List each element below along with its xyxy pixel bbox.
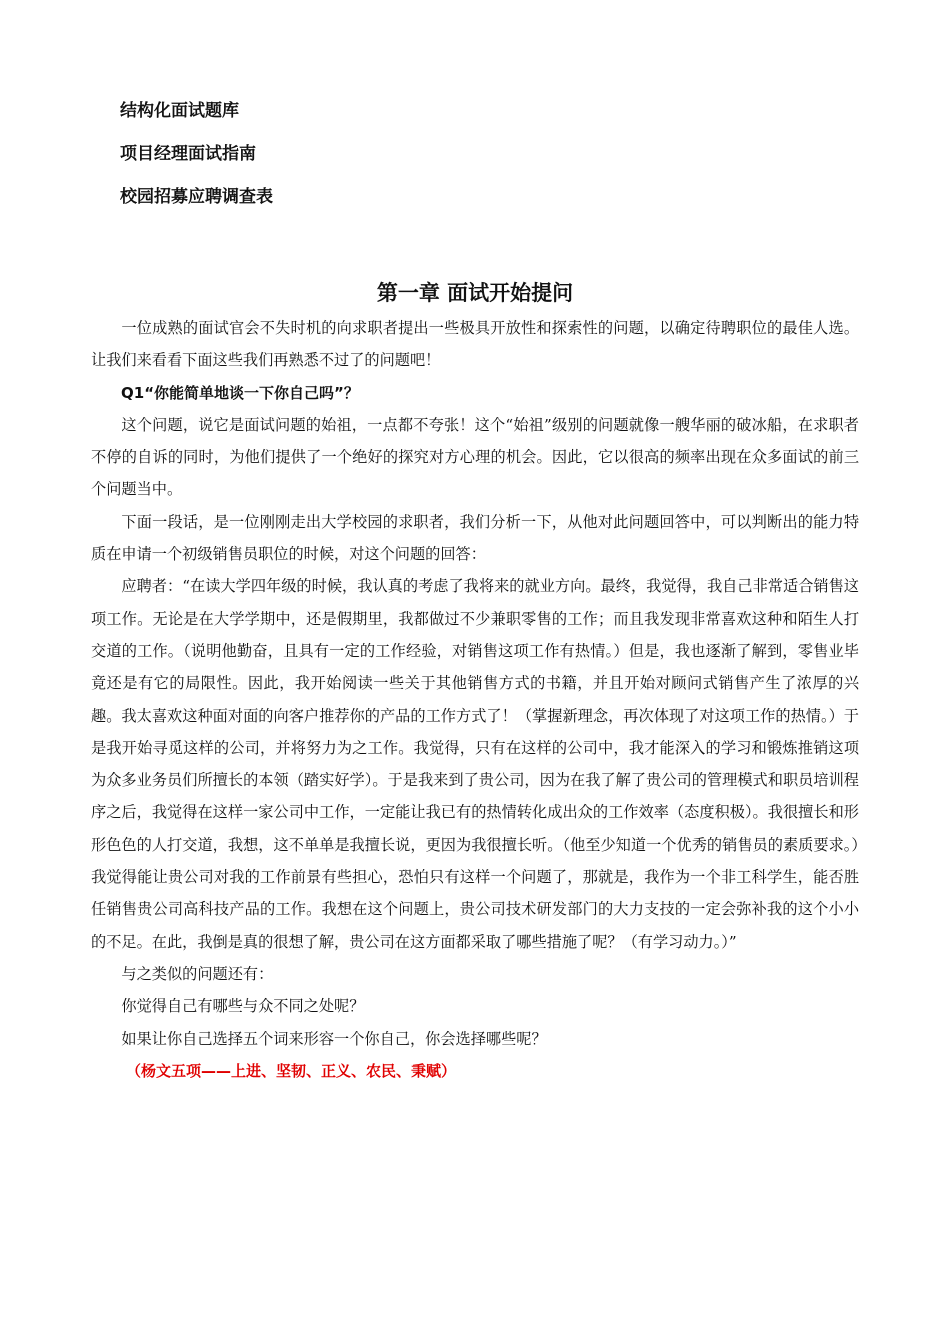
similar-questions-label: 与之类似的问题还有：: [121, 964, 274, 983]
toc-item-structured-interview: 结构化面试题库: [120, 101, 239, 121]
toc-item-campus-recruitment-survey: 校园招募应聘调查表: [120, 187, 273, 207]
chapter-body: [91, 312, 859, 1087]
similar-question-item: 你觉得自己有哪些与众不同之处呢？: [121, 997, 365, 1016]
q1-explanation-paragraph: 这个问题，说它是面试问题的始祖，一点都不夸张！这个“始祖”级别的问题就像一艘华丽的破冰船，在求职者不停的自诉的同时，为他们提供了一个绝好的探究对方心理的机会。因此，它以很高的频率出现在众多面试的前三个问题当中。: [91, 415, 859, 499]
q1-sample-answer-paragraph: 应聘者：“在读大学四年级的时候，我认真的考虑了我将来的就业方向。最终，我觉得，我自己非常适合销售这项工作。无论是在大学学期中，还是假期里，我都做过不少兼职零售的工作；而且我发现非常喜欢这种和陌生人打交道的工作。（说明他勤奋，且具有一定的工作经验，对销售这项工作有热情。）但是，我也逐渐了解到，零售业毕竟还是有它的局限性。因此，我开始阅读一些关于其他销售方式的书籍，并且开始对顾问式销售产生了浓厚的兴趣。我太喜欢这种面对面的向客户推荐你的产品的工作方式了！（掌握新理念，再次体现了对这项工作的热情。）于是我开始寻觅这样的公司，并将努力为之工作。我觉得，只有在这样的公司中，我才能深入的学习和锻炼推销这项为众多业务员们所擅长的本领（踏实好学）。于是我来到了贵公司，因为在我了解了贵公司的管理模式和职员培训程序之后，我觉得在这样一家公司中工作，一定能让我已有的热情转化成出众的工作效率（态度积极）。我很擅长和形形色色的人打交道，我想，这不单单是我擅长说，更因为我很擅长听。（他至少知道一个优秀的销售员的素质要求。）我觉得能让贵公司对我的工作前景有些担心，恐怕只有这样一个问题了，那就是，我作为一个非工科学生，能否胜任销售贵公司高科技产品的工作。我想在这个问题上，贵公司技术研发部门的大力支技的一定会弥补我的这个小小的不足。在此，我倒是真的很想了解，贵公司在这方面都采取了哪些措施了呢？（有学习动力。）”: [91, 577, 859, 951]
toc-list: [120, 100, 273, 229]
q1-context-paragraph: 下面一段话，是一位刚刚走出大学校园的求职者，我们分析一下，从他对此问题回答中，可以判断出的能力特质在申请一个初级销售员职位的时候，对这个问题的回答：: [91, 512, 859, 564]
toc-item-pm-interview-guide: 项目经理面试指南: [120, 144, 256, 164]
question-heading: Q1“你能简单地谈一下你自己吗”？: [121, 383, 359, 402]
chapter-title: 第一章 面试开始提问: [376, 281, 574, 305]
intro-paragraph: 一位成熟的面试官会不失时机的向求职者提出一些极具开放性和探索性的问题，以确定待聘职位的最佳人选。让我们来看看下面这些我们再熟悉不过了的问题吧！: [91, 319, 859, 370]
highlight-note: （杨文五项——上进、坚韧、正义、农民、秉赋）: [126, 1061, 457, 1080]
similar-question-item: 如果让你自己选择五个词来形容一个你自己，你会选择哪些呢？: [121, 1029, 547, 1048]
